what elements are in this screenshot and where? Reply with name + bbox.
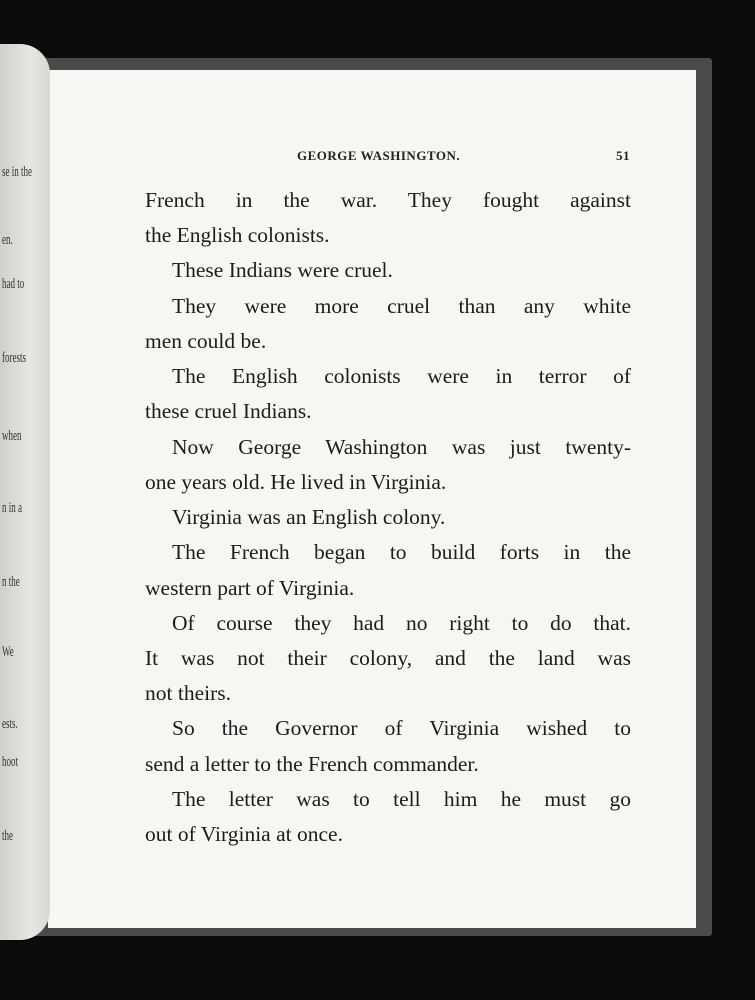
previous-page-fragment: We: [2, 644, 14, 660]
previous-page-fragment: the: [2, 828, 13, 844]
previous-page-fragment: n in a: [2, 500, 22, 516]
text-line: men could be.: [145, 329, 267, 353]
text-line: They were more cruel than any white: [172, 294, 631, 318]
previous-page-fragment: when: [2, 428, 22, 444]
running-title: GEORGE WASHINGTON.: [297, 148, 461, 163]
previous-page-fragment: ests.: [2, 716, 18, 732]
running-header: [297, 148, 630, 164]
text-line: These Indians were cruel.: [172, 258, 393, 282]
previous-page-fragment: n the: [2, 574, 20, 590]
text-line: The English colonists were in terror of: [172, 364, 631, 388]
text-line: the English colonists.: [145, 223, 330, 247]
previous-page-fragment: forests: [2, 350, 26, 366]
text-line: Now George Washington was just twenty-: [172, 435, 631, 459]
previous-page-fragment: se in the: [2, 164, 32, 180]
text-line: So the Governor of Virginia wished to: [172, 716, 631, 740]
previous-page-fragment: had to: [2, 276, 25, 292]
text-line: not theirs.: [145, 681, 231, 705]
text-line: Virginia was an English colony.: [172, 505, 446, 529]
text-line: It was not their colony, and the land was: [145, 646, 631, 670]
text-line: western part of Virginia.: [145, 576, 355, 600]
text-line: out of Virginia at once.: [145, 822, 343, 846]
text-line: send a letter to the French commander.: [145, 752, 479, 776]
text-line: these cruel Indians.: [145, 399, 312, 423]
previous-page-fragment: en.: [2, 232, 13, 248]
previous-page-fragment: hoot: [2, 754, 19, 770]
previous-page-edge: [0, 44, 50, 940]
page-number: 51: [616, 148, 630, 163]
text-line: one years old. He lived in Virginia.: [145, 470, 447, 494]
text-line: The letter was to tell him he must go: [172, 787, 631, 811]
text-line: Of course they had no right to do that.: [172, 611, 631, 635]
text-line: The French began to build forts in the: [172, 540, 631, 564]
text-line: French in the war. They fought against: [145, 188, 631, 212]
